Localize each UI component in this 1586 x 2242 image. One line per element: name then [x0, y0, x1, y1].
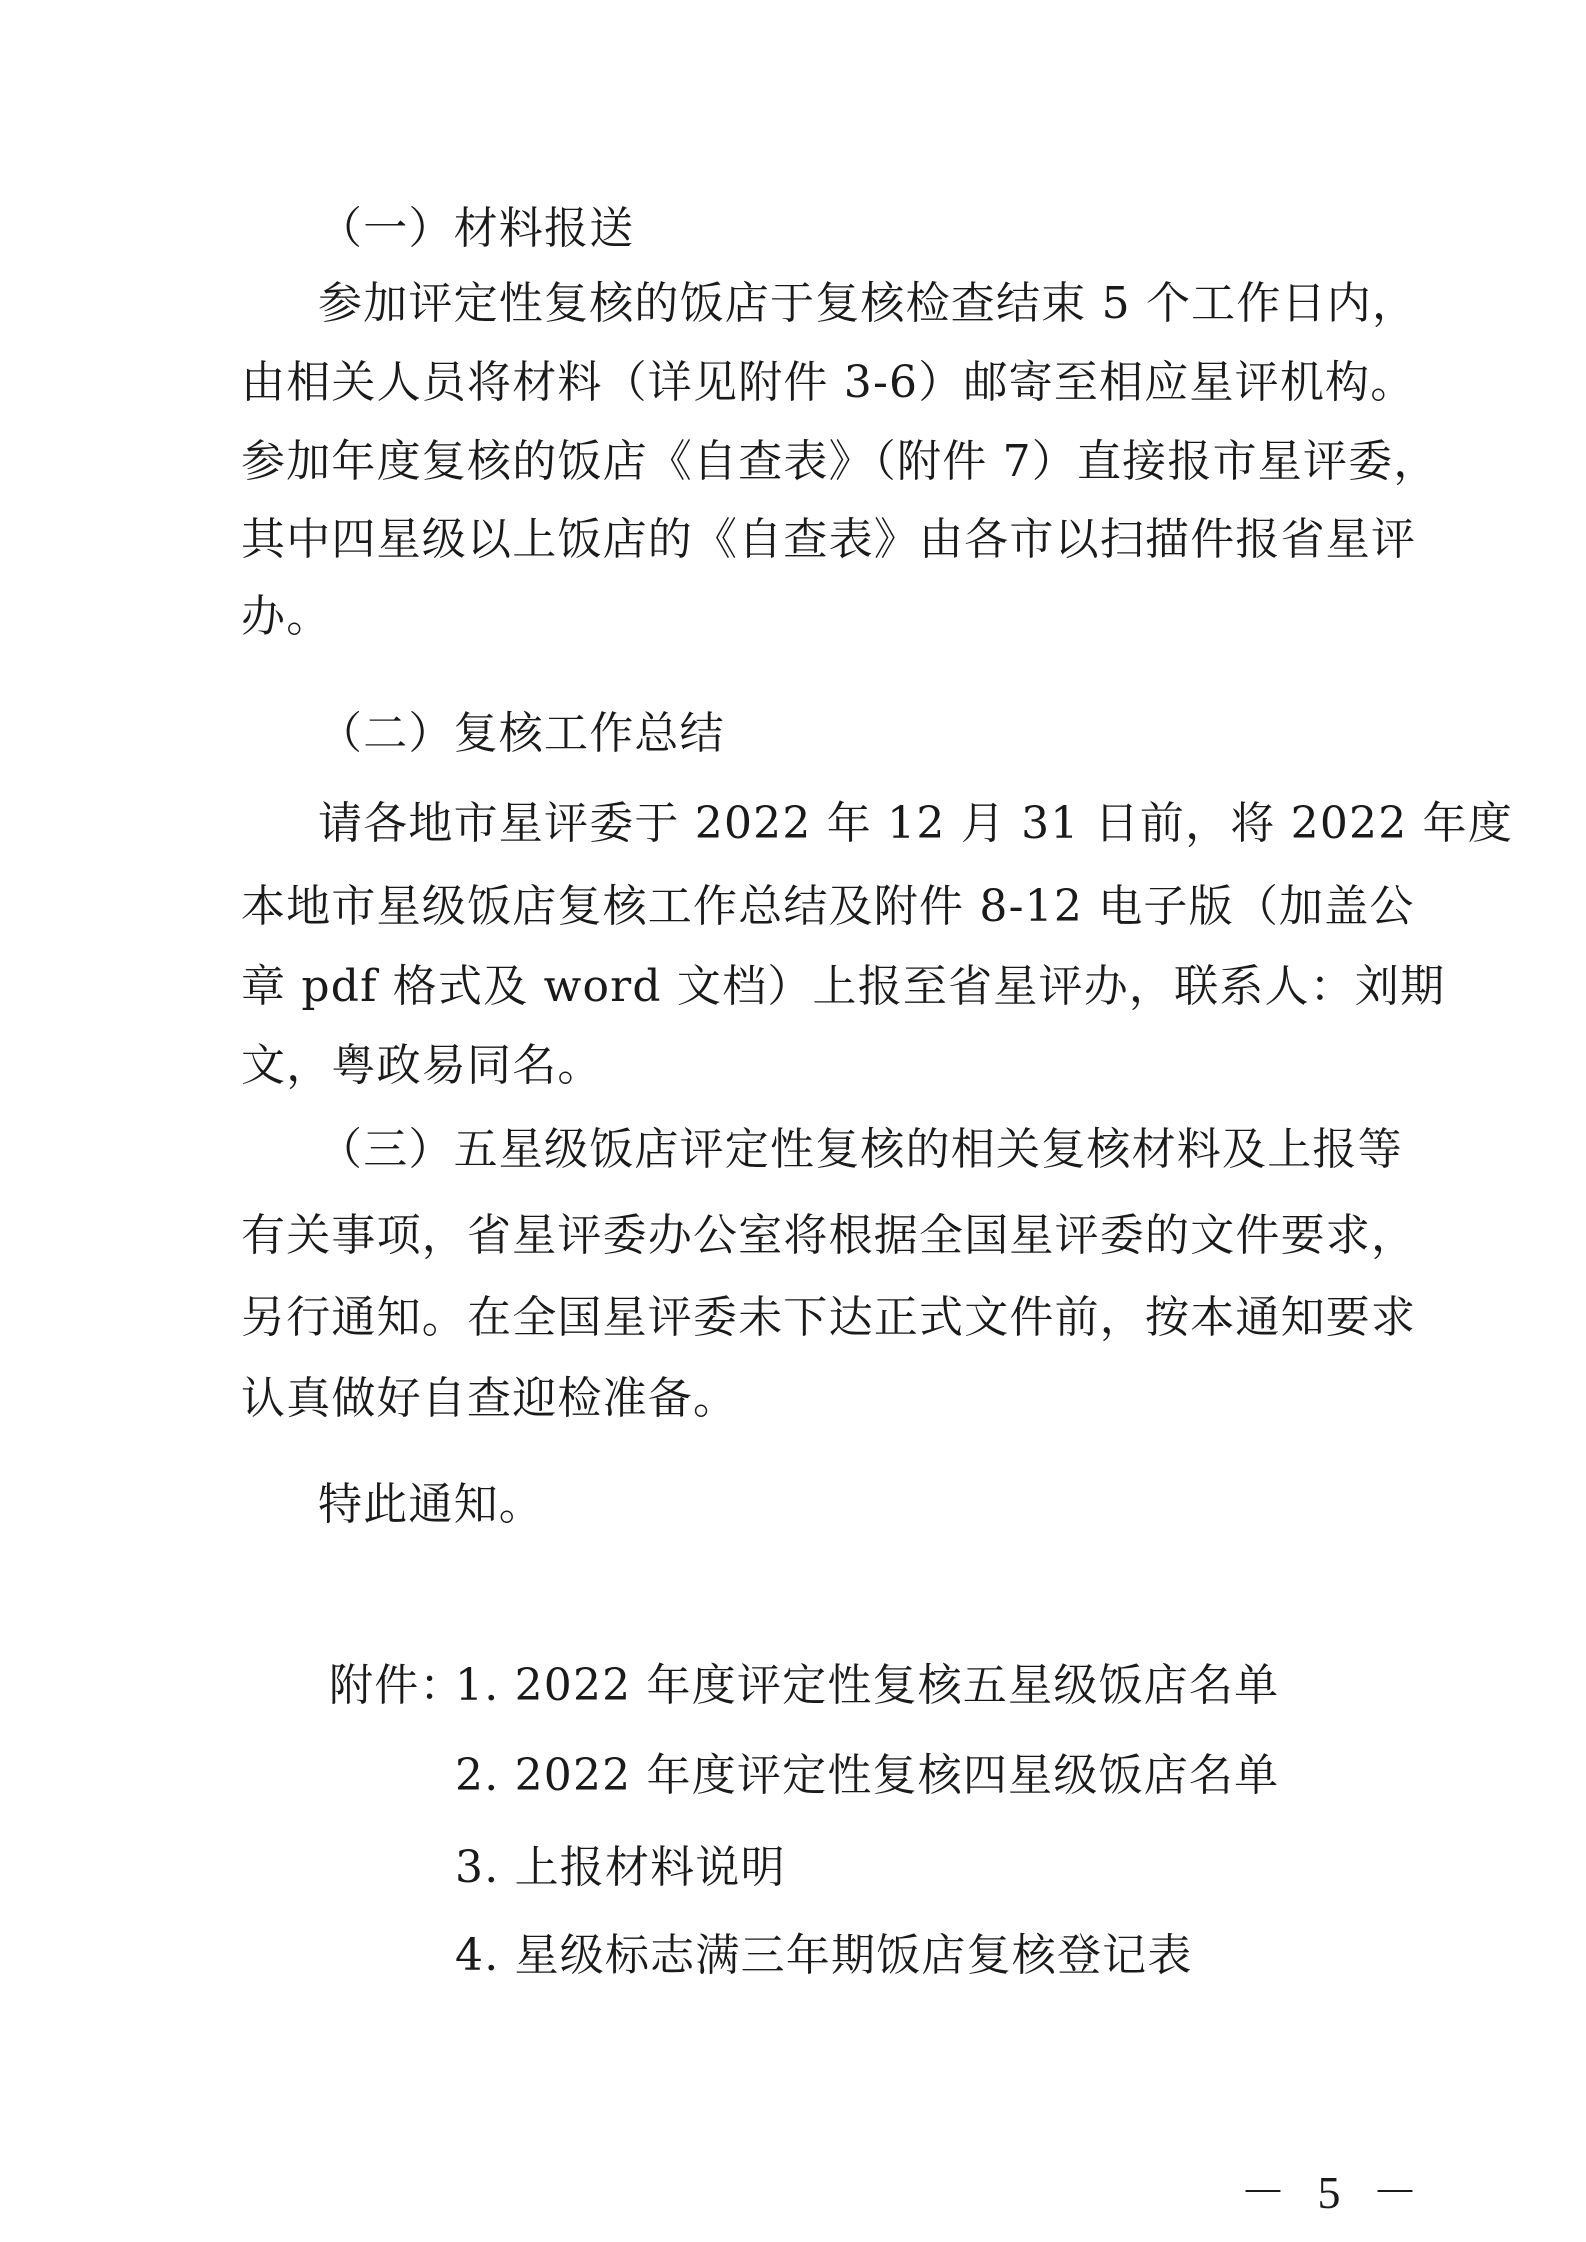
paragraph-line: 办。	[241, 591, 332, 642]
attachments-label: 附件：	[329, 1660, 465, 1711]
paragraph-line: 参加年度复核的饭店《自查表》（附件 7）直接报市星评委，	[241, 436, 1439, 487]
page-number: － 5 －	[1240, 2167, 1428, 2218]
paragraph-line: 请各地市星评委于 2022 年 12 月 31 日前，将 2022 年度	[318, 798, 1514, 849]
attachment-item-4: 4. 星级标志满三年期饭店复核登记表	[455, 1930, 1193, 1981]
attachment-item-3: 3. 上报材料说明	[455, 1842, 786, 1893]
section-heading-materials: （一）材料报送	[318, 203, 635, 254]
paragraph-line: 参加评定性复核的饭店于复核检查结束 5 个工作日内，	[318, 278, 1418, 329]
paragraph-line: 另行通知。在全国星评委未下达正式文件前，按本通知要求	[241, 1292, 1417, 1343]
paragraph-line: 由相关人员将材料（详见附件 3-6）邮寄至相应星评机构。	[241, 357, 1416, 408]
paragraph-line: 其中四星级以上饭店的《自查表》由各市以扫描件报省星评	[241, 514, 1417, 565]
section-heading-summary: （二）复核工作总结	[318, 708, 725, 759]
paragraph-line: 有关事项，省星评委办公室将根据全国星评委的文件要求，	[241, 1210, 1417, 1261]
paragraph-line: 认真做好自查迎检准备。	[241, 1373, 739, 1424]
paragraph-line: 本地市星级饭店复核工作总结及附件 8-12 电子版（加盖公	[241, 881, 1415, 932]
attachment-item-2: 2. 2022 年度评定性复核四星级饭店名单	[455, 1750, 1280, 1801]
section-three-line: （三）五星级饭店评定性复核的相关复核材料及上报等	[318, 1124, 1403, 1175]
paragraph-line: 章 pdf 格式及 word 文档）上报至省星评办，联系人：刘期	[241, 961, 1446, 1012]
attachment-item-1: 1. 2022 年度评定性复核五星级饭店名单	[455, 1660, 1280, 1711]
paragraph-line: 文，粤政易同名。	[241, 1040, 603, 1091]
closing-text: 特此通知。	[318, 1479, 544, 1530]
